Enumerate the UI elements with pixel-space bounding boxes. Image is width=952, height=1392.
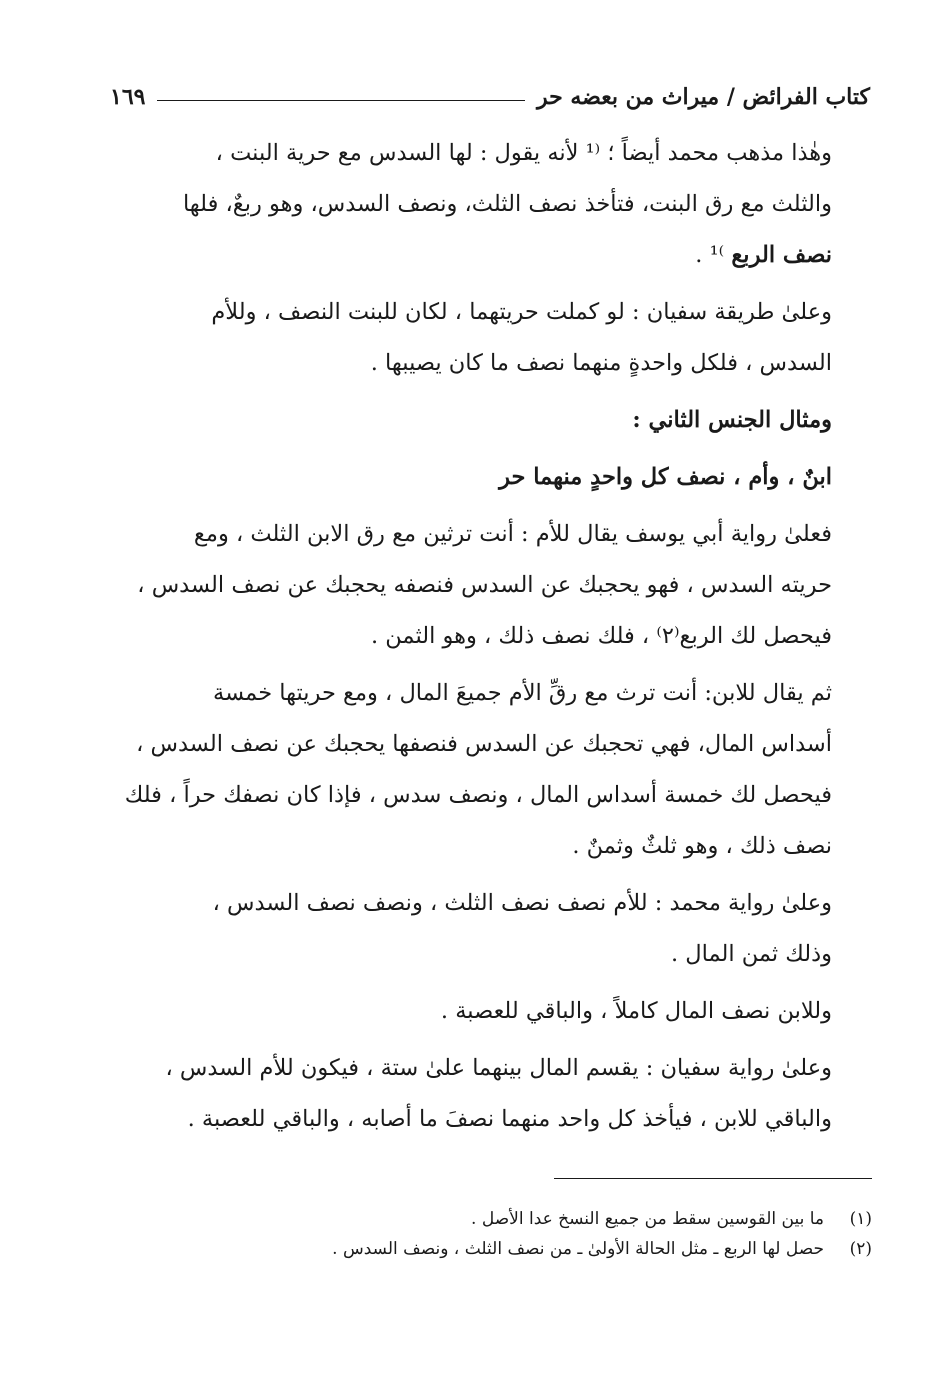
- footnote-1: [110, 1204, 872, 1234]
- footnote-2-number: (٢): [849, 1239, 872, 1259]
- paragraph-2: [90, 287, 872, 389]
- paragraph-3-heading: ومثال الجنس الثاني :: [632, 407, 832, 433]
- paragraph-7-line-2: وذلك ثمن المال .: [670, 941, 832, 967]
- paragraph-6-line-2: أسداس المال، فهي تحجبك عن السدس فنصفها يحجبك عن نصف السدس ،: [136, 731, 832, 757]
- paragraph-9-line-2: والباقي للابن ، فيأخذ كل واحد منهما نصفَ ما أصابه ، والباقي للعصبة .: [187, 1106, 832, 1132]
- footnote-1-text: ما بين القوسين سقط من جميع النسخ عدا الأصل .: [471, 1209, 824, 1229]
- paragraph-7-line-1: وعلىٰ رواية محمد : للأم نصف نصف الثلث ، ونصف نصف السدس ،: [212, 890, 832, 916]
- paragraph-6: [90, 668, 872, 872]
- paragraph-1-line-2: والثلث مع رق البنت، فتأخذ نصف الثلث، ونصف السدس، وهو ربعٌ، فلها: [182, 191, 832, 217]
- footnotes: [110, 1204, 872, 1264]
- paragraph-1-line-3-tail: ⁾¹ .: [695, 242, 732, 268]
- paragraph-6-line-4: نصف ذلك ، وهو ثلثٌ وثمنٌ .: [572, 833, 832, 859]
- header-title: كتاب الفرائض / ميراث من بعضه حر: [536, 84, 870, 110]
- footnote-2-text: حصل لها الربع ـ مثل الحالة الأولىٰ ـ من نصف الثلث ، ونصف السدس .: [332, 1239, 824, 1259]
- paragraph-9-line-1: وعلىٰ رواية سفيان : يقسم المال بينهما علىٰ ستة ، فيكون للأم السدس ،: [165, 1055, 832, 1081]
- page-number: ١٦٩: [110, 84, 146, 110]
- header-rule: [157, 100, 524, 101]
- paragraph-7: [90, 878, 872, 980]
- paragraph-2-line-1: وعلىٰ طريقة سفيان : لو كملت حريتهما ، لكان للبنت النصف ، وللأم: [211, 299, 832, 325]
- paragraph-9: [90, 1043, 872, 1145]
- bold-phrase: نصف الربع: [731, 242, 832, 268]
- paragraph-5-line-1: فعلىٰ رواية أبي يوسف يقال للأم : أنت ترثين مع رق الابن الثلث ، ومع: [193, 521, 832, 547]
- footnote-1-number: (١): [849, 1209, 872, 1229]
- paragraph-5-line-2: حريته السدس ، فهو يحجبك عن السدس فنصفه يحجبك عن نصف السدس ،: [137, 572, 832, 598]
- paragraph-2-line-2: السدس ، فلكل واحدةٍ منهما نصف ما كان يصيبها .: [370, 350, 832, 376]
- paragraph-1-line-1: وهٰذا مذهب محمد أيضاً ؛ ⁽¹ لأنه يقول : لها السدس مع حرية البنت ،: [215, 140, 832, 166]
- paragraph-5-line-3: فيحصل لك الربع⁽٢⁾ ، فلك نصف ذلك ، وهو الثمن .: [371, 623, 832, 649]
- paragraph-8: وللابن نصف المال كاملاً ، والباقي للعصبة .: [440, 998, 832, 1024]
- paragraph-6-line-3: فيحصل لك خمسة أسداس المال ، ونصف سدس ، فإذا كان نصفك حراً ، فلك: [124, 782, 832, 808]
- paragraph-6-line-1: ثم يقال للابن: أنت ترث مع رقِّ الأم جميعَ المال ، ومع حريتها خمسة: [213, 680, 832, 706]
- footnote-2: [110, 1234, 872, 1264]
- footnote-rule: [554, 1178, 872, 1179]
- paragraph-4-case: ابنٌ ، وأم ، نصف كل واحدٍ منهما حر: [499, 464, 832, 490]
- paragraph-1: [90, 128, 872, 281]
- main-text: [90, 128, 872, 1151]
- paragraph-1-line-3: [90, 230, 872, 281]
- paragraph-5: [90, 509, 872, 662]
- running-header: [110, 76, 870, 118]
